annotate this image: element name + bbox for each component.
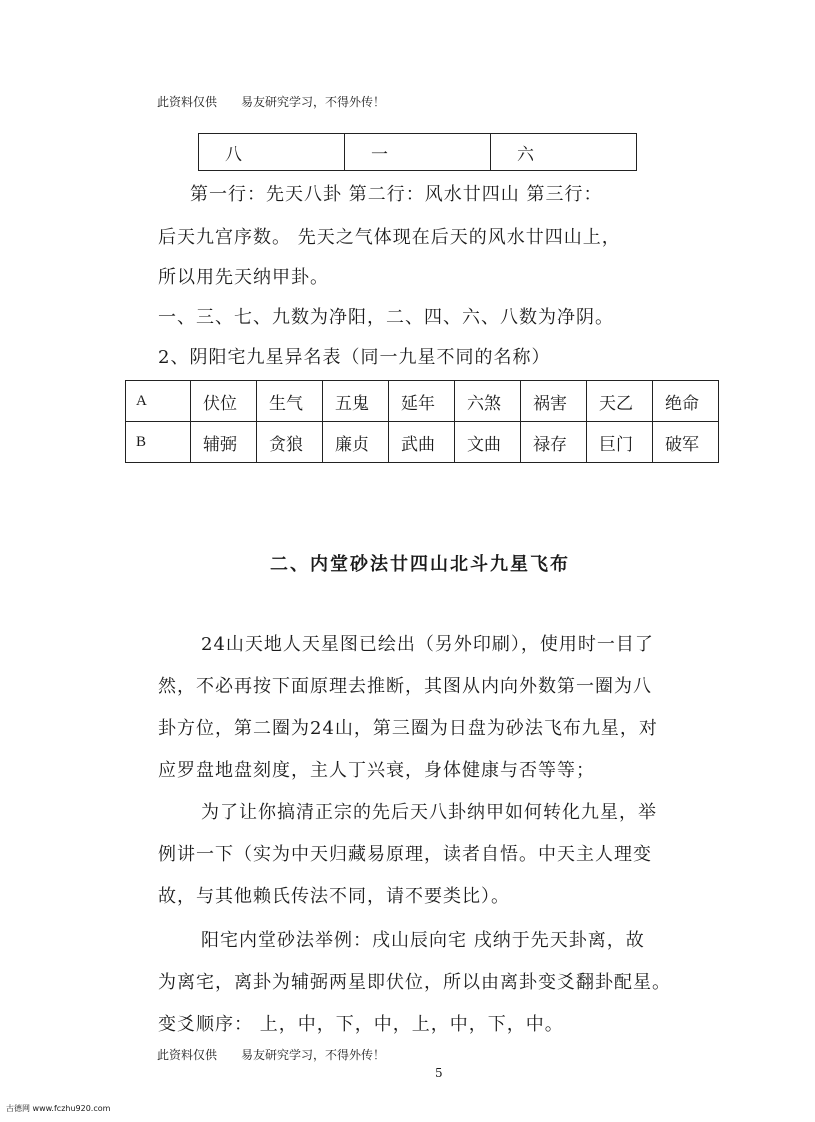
intro-line: 所以用先天纳甲卦。 — [158, 267, 329, 288]
table-row — [126, 422, 719, 463]
intro-line: 第一行：先天八卦 第二行：风水廿四山 第三行： — [190, 184, 603, 205]
paragraph-line: 然，不必再按下面原理去推断，其图从内向外数第一圈为八 — [158, 676, 652, 697]
footer-note-left: 此资料仅供 — [157, 1048, 218, 1062]
intro-line: 后天九宫序数。 先天之气体现在后天的风水廿四山上， — [158, 227, 621, 248]
row-label: B — [126, 422, 191, 463]
page-number: 5 — [435, 1066, 443, 1080]
table-cell: 天乙 — [587, 381, 653, 422]
table-cell: 廉贞 — [323, 422, 389, 463]
row-label: A — [126, 381, 191, 422]
paragraph-line: 为了让你搞清正宗的先后天八卦纳甲如何转化九星，举 — [201, 802, 657, 823]
paragraph-line: 例讲一下（实为中天归藏易原理，读者自悟。中天主人理变 — [158, 844, 652, 865]
table-caption: 2、阴阳宅九星异名表（同一九星不同的名称） — [158, 347, 551, 368]
trigram-table — [198, 133, 637, 171]
paragraph-line: 应罗盘地盘刻度，主人丁兴衰，身体健康与否等等； — [158, 760, 595, 781]
table-cell: 六煞 — [455, 381, 521, 422]
table-cell: 一 — [345, 134, 491, 171]
table-cell: 伏位 — [191, 381, 257, 422]
table-cell: 生气 — [257, 381, 323, 422]
table-cell: 祸害 — [521, 381, 587, 422]
header-note-left: 此资料仅供 — [157, 95, 218, 109]
table-cell: 巨门 — [587, 422, 653, 463]
footer-note-right: 易友研究学习，不得外传！ — [241, 1048, 386, 1062]
footer-note — [157, 1046, 385, 1063]
table-cell: 五鬼 — [323, 381, 389, 422]
paragraph-line: 阳宅内堂砂法举例：戌山辰向宅 戌纳于先天卦离，故 — [201, 930, 645, 951]
paragraph-line: 为离宅，离卦为辅弼两星即伏位，所以由离卦变爻翻卦配星。 — [158, 972, 671, 993]
table-cell: 武曲 — [389, 422, 455, 463]
table-cell: 绝命 — [653, 381, 719, 422]
header-note-right: 易友研究学习，不得外传！ — [241, 95, 386, 109]
paragraph-line: 卦方位，第二圈为24山，第三圈为日盘为砂法飞布九星，对 — [158, 718, 658, 739]
table-cell: 禄存 — [521, 422, 587, 463]
table-cell: 延年 — [389, 381, 455, 422]
table-cell: 辅弼 — [191, 422, 257, 463]
table-cell: 破军 — [653, 422, 719, 463]
header-note — [157, 93, 385, 110]
site-watermark: 古德网 www.fczhu920.com — [6, 1104, 111, 1113]
paragraph-line: 故，与其他赖氏传法不同，请不要类比）。 — [158, 886, 510, 907]
table-row — [199, 134, 637, 171]
table-row — [126, 381, 719, 422]
nine-star-table — [125, 380, 719, 463]
table-cell: 贪狼 — [257, 422, 323, 463]
table-cell: 文曲 — [455, 422, 521, 463]
paragraph-line: 24山天地人天星图已绘出（另外印刷），使用时一目了 — [201, 634, 654, 655]
intro-line: 一、三、七、九数为净阳，二、四、六、八数为净阴。 — [158, 307, 614, 328]
table-cell: 六 — [491, 134, 637, 171]
paragraph-line: 变爻顺序： 上，中，下，中，上，中，下，中。 — [158, 1014, 564, 1035]
table-cell: 八 — [199, 134, 345, 171]
section-title: 二、内堂砂法廿四山北斗九星飞布 — [270, 554, 570, 575]
